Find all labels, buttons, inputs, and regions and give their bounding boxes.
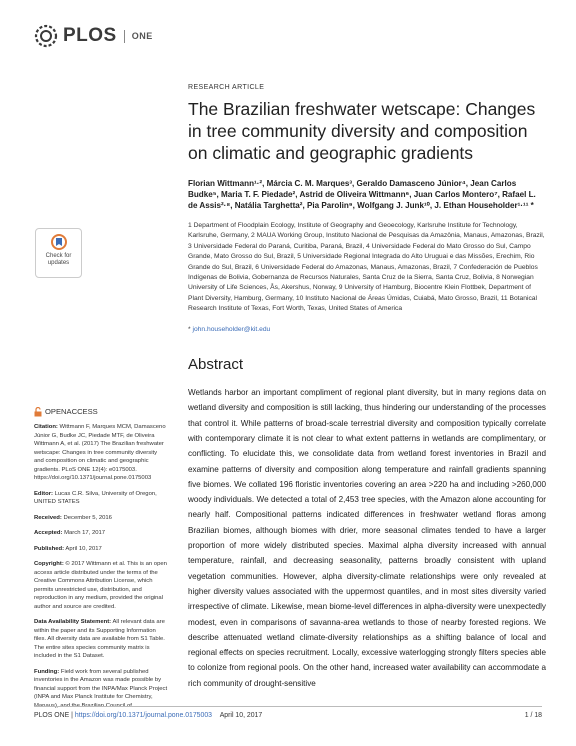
footer-doi-link[interactable]: https://doi.org/10.1371/journal.pone.0175003 bbox=[74, 712, 213, 719]
open-access-text: OPENACCESS bbox=[45, 406, 98, 416]
citation-block bbox=[34, 423, 168, 483]
data-availability-block bbox=[34, 618, 168, 661]
data-availability-label: Data Availability Statement: bbox=[34, 619, 112, 625]
page-footer bbox=[34, 712, 542, 719]
published-block bbox=[34, 545, 168, 554]
accepted-text: March 17, 2017 bbox=[64, 530, 106, 536]
footer-journal: PLOS ONE | bbox=[34, 712, 75, 719]
copyright-text: © 2017 Wittmann et al. This is an open access article distributed under the terms of the Creative Commons Attribution License, which permits unrestricted use, distribution, and reproduction in any medium, provided the original author and source are credited. bbox=[34, 561, 167, 610]
article-type-label: RESEARCH ARTICLE bbox=[188, 84, 265, 91]
check-for-updates-badge[interactable] bbox=[35, 228, 82, 278]
published-text: April 10, 2017 bbox=[65, 545, 102, 552]
logo-divider bbox=[124, 30, 125, 43]
article-main bbox=[188, 84, 546, 691]
received-block bbox=[34, 514, 168, 523]
citation-text: Wittmann F, Marques MCM, Damasceno Júnior G, Budke JC, Piedade MTF, de Oliveira Wittmann A, et al. (2017) The Brazilian freshwater wetscape: Changes in tree community diversity and composition on climatic and geographic gradients. PLoS ONE 12(4): e0175003. https://doi.org/10.1371/journal.pone.0175003 bbox=[34, 424, 166, 481]
received-label: Received: bbox=[34, 514, 62, 521]
editor-label: Editor: bbox=[34, 490, 53, 497]
editor-block bbox=[34, 490, 168, 507]
citation-label: Citation: bbox=[34, 424, 58, 430]
open-access-label bbox=[34, 407, 168, 417]
open-lock-icon bbox=[34, 407, 42, 417]
abstract-text: Wetlands harbor an important compliment of regional plant diversity, but in many regions data on wetland diversity and composition is still lacking, thus hindering our understanding of the processes that control it. While patterns of broad-scale terrestrial diversity and composition typically correlate with contemporary climate it is not clear to what extent patterns in wetlands are complimentary, or conflicting. To elucidate this, we consolidate data from wetland forest inventories in Brazil and examine patterns of diversity and composition along temperature and rainfall gradients spanning five biomes. We collated 196 floristic inventories covering an area >220 ha and including >260,000 woody individuals. We detected a total of 2,453 tree species, with the Amazon alone accounting for nearly half. Compositional patterns indicated differences in freshwater wetland floras among Brazilian biomes, although biomes with drier, more seasonal climates tended to have a larger proportion of more widely distributed species. Maximal alpha diversity increased with annual temperature, rainfall, and decreasing seasonality, patterns broadly consistent with upland vegetation communities. However, alpha diversity-climate relationships were only revealed at higher diversity values associated with the uppermost quantiles, and in most sites diversity varied irrespective of climate. Likewise, mean biome-level differences in alpha-diversity were unexpectedly modest, even in comparisons of savanna-area wetlands to those of nearby forested regions. We describe attenuated wetland climate-diversity relationships as a shifting balance of local and regional effects on species recruitment. Locally, excessive waterlogging strongly filters species able to colonize from regional pools. On the other hand, increased water availability can accommodate a rich community of drought-sensitive bbox=[188, 388, 546, 688]
copyright-label: Copyright: bbox=[34, 561, 64, 567]
footer-divider bbox=[34, 706, 542, 707]
accepted-block bbox=[34, 529, 168, 538]
funding-label: Funding: bbox=[34, 668, 60, 675]
footer-date: April 10, 2017 bbox=[219, 712, 263, 719]
data-availability-text: All relevant data are within the paper and its Supporting Information files. All diversity data are available from S1 Table. The entire sites species community matrix is included in the S1 Dataset. bbox=[34, 619, 165, 659]
page-number: 1 / 18 bbox=[524, 712, 542, 719]
logo-text: PLOS bbox=[63, 25, 117, 46]
funding-block bbox=[34, 668, 168, 711]
published-label: Published: bbox=[34, 545, 65, 552]
corresponding-email bbox=[188, 326, 546, 333]
editor-text: Lucas C.R. Silva, University of Oregon, UNITED STATES bbox=[34, 490, 157, 505]
copyright-block bbox=[34, 560, 168, 611]
footer-left bbox=[34, 712, 262, 719]
article-title: The Brazilian freshwater wetscape: Changes in tree community diversity and composition on climatic and geographic gradients bbox=[188, 99, 536, 163]
author-list: Florian Wittmann¹·², Márcia C. M. Marques³, Geraldo Damasceno Júnior⁴, Jean Carlos Budke⁵, Maria T. F. Piedade², Astrid de Oliveira Wittmann⁶, Juan Carlos Montero⁷, Rafael L. de Assis²·⁸, Natália Targhetta², Pia Parolin⁹, Wolfgang J. Junk¹⁰, J. Ethan Householder¹·¹¹ * bbox=[188, 179, 536, 210]
received-text: December 5, 2016 bbox=[63, 514, 112, 521]
funding-text: Field work from several published inventories in the Amazon was made possible by financial support from the INPA/Max Planck Project (INPA and Max Planck Institute for Chemistry, bbox=[34, 668, 168, 700]
accepted-label: Accepted: bbox=[34, 530, 63, 536]
plos-logo-icon bbox=[34, 24, 58, 48]
article-sidebar bbox=[34, 407, 168, 717]
logo-subtitle: ONE bbox=[131, 31, 153, 41]
update-bookmark-icon bbox=[51, 234, 67, 250]
email-link[interactable]: john.householder@kit.edu bbox=[192, 325, 271, 333]
badge-label: Check for updates bbox=[45, 253, 72, 266]
abstract-heading: Abstract bbox=[188, 355, 244, 373]
affiliations: 1 Department of Floodplain Ecology, Institute of Geography and Geoecology, Karlsruhe Institute for Technology, Karlsruhe, Germany, 2 MAUA Working Group, Instituto Nacional de Pesquisas da Amazônia, Manaus, Amazonas, Brazil, 3 Universidade Federal do Paraná, Curitiba, Paraná, Brazil, 4 Universidade Federal do Mato Grosso do Sul, Campo Grande, Mato Grosso do Sul, Brazil, 5 Universidade Regional Integrada do Alto Uruguai e das Missões, Erechim, Rio Grande do Sul, Brazil, 6 Universidade Federal do Amazonas, Manaus, Amazonas, Brazil, 7 Confederación de Pueblos Indígenas de Bolivia, Gobernanza de Recursos Naturales, Santa Cruz de la Sierra, Santa Cruz, Bolivia, 8 Norwegian University of Life Sciences, Ås, Akershus, Norway, 9 University of Hamburg, Biocentre Klein Flottbek, Department of Plant Diversity, Hamburg, Germany, 10 Instituto Nacional de Áreas Úmidas, Cuiabá, Mato Grosso, Brazil, 11 Botanical Research Institute of Texas, Fort Worth, Texas, United States of America bbox=[188, 222, 545, 313]
email-prefix: * bbox=[188, 325, 193, 333]
plos-logo bbox=[34, 24, 153, 48]
